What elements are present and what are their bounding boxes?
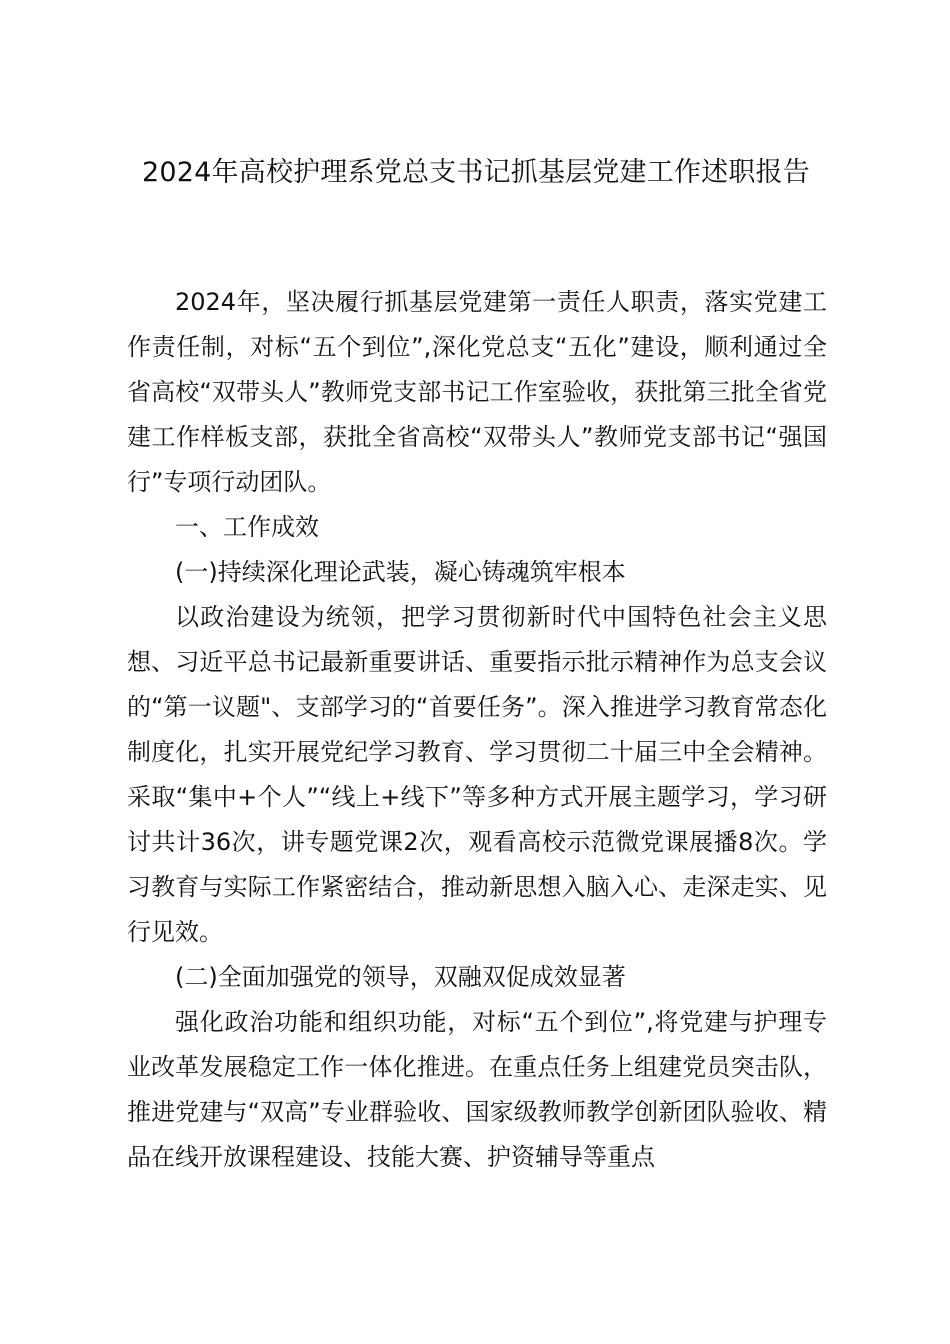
intro-paragraph: 2024年，坚决履行抓基层党建第一责任人职责，落实党建工作责任制，对标“五个到位”,深化党总支“五化”建设，顺利通过全省高校“双带头人”教师党支部书记工作室验收，获批第三批全省党建工作样板支部，获批全省高校“双带头人”教师党支部书记“强国行”专项行动团队。 (127, 288, 827, 496)
party-leadership-paragraph: 强化政治功能和组织功能，对标“五个到位”,将党建与护理专业改革发展稳定工作一体化推进。在重点任务上组建党员突击队，推进党建与“双高”专业群验收、国家级教师教学创新团队验收、精品在线开放课程建设、技能大赛、护资辅导等重点 (127, 1008, 827, 1171)
document-body (127, 280, 827, 1180)
document-title: 2024年高校护理系党总支书记抓基层党建工作述职报告 (142, 157, 810, 188)
subheading-party-leadership: (二)全面加强党的领导，双融双促成效显著 (175, 963, 626, 991)
theory-study-paragraph: 以政治建设为统领，把学习贯彻新时代中国特色社会主义思想、习近平总书记最新重要讲话、重要指示批示精神作为总支会议的“第一议题"、支部学习的“首要任务”。深入推进学习教育常态化制度化，扎实开展党纪学习教育、学习贯彻二十届三中全会精神。采取“集中+个人”“线上+线下”等多种方式开展主题学习，学习研讨共计36次，讲专题党课2次，观看高校示范微党课展播8次。学习教育与实际工作紧密结合，推动新思想入脑入心、走深走实、见行见效。 (127, 603, 827, 946)
section-heading-work-results: 一、工作成效 (175, 513, 319, 541)
subheading-theory-study: (一)持续深化理论武装，凝心铸魂筑牢根本 (175, 558, 626, 586)
